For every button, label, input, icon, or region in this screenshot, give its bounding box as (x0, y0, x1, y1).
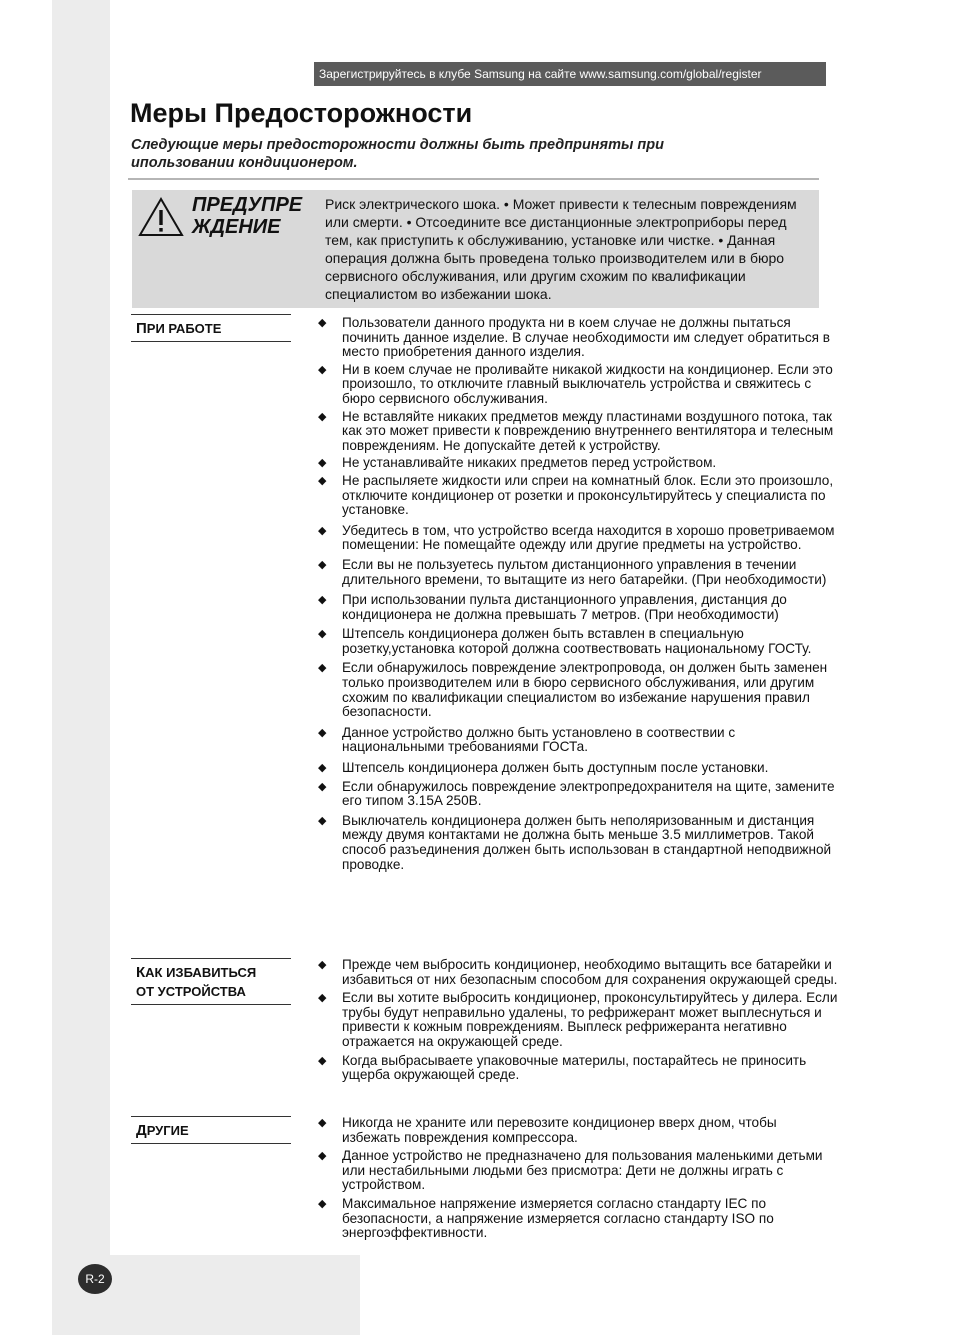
warning-text: Риск электрического шока. • Может привести к телесным повреждениям или смерти. • Отсоедините все дистанционные электроприборы перед тем, как приступить к обслуживанию, установке или чистке. • Данная операция должна быть проведена только производителем или в бюро сервисного обслуживания, или другим схожим по квалификации специалистом во избежании шока. (325, 196, 797, 302)
list-item-text: Выключатель кондиционера должен быть неполяризованным и дистанция между двумя контактами не должна быть меньше 3.5 миллиметров. Такой способ разъединения должен быть использован в стандартной неподвижной проводке. (342, 812, 832, 872)
list-item (318, 627, 838, 656)
diamond-bullet-icon: ◆ (318, 524, 327, 537)
list-item-text: Если вы не пользуетесь пультом дистанционного управления в течении длительного времени, то вытащите из него батарейки. (При необходимости) (342, 556, 827, 587)
diamond-bullet-icon: ◆ (318, 992, 327, 1005)
heading-rest: АК ИЗБАВИТЬСЯ (145, 965, 257, 980)
page-number: R-2 (78, 1264, 112, 1294)
list-item-text: Если вы хотите выбросить кондиционер, проконсультируйтесь у дилера. Если трубы будут неправильно удалены, то рефрижерант может выплеснуться и привести к кожным повреждениям. Выплеск рефрижеранта негативно отражается на окружающей среде. (342, 990, 838, 1049)
list-item (318, 661, 838, 719)
list-item (318, 1149, 838, 1193)
diamond-bullet-icon: ◆ (318, 1150, 327, 1163)
list-item (318, 958, 838, 987)
list-item-text: Данное устройство не предназначено для пользования маленькими детьми или нестабильными людьми без присмотра: Дети не должны играть с устройством. (342, 1148, 823, 1193)
list-item (318, 558, 838, 587)
heading-rest: РИ РАБОТЕ (146, 321, 222, 336)
list-item (318, 474, 838, 518)
warning-label (192, 194, 312, 238)
list-item-text: Ни в коем случае не проливайте никакой жидкости на кондиционер. Если это произошло, то отключите главный выключатель устройства и свяжитесь с бюро сервисного обслуживания. (342, 361, 833, 406)
disposal-list (318, 958, 838, 1083)
diamond-bullet-icon: ◆ (318, 959, 327, 971)
list-item-text: Максимальное напряжение измеряется согласно стандарту IEC по безопасности, а напряжение измеряется согласно стандарту ISO по энергоэффективности. (342, 1195, 774, 1241)
list-item (318, 814, 838, 872)
section-heading-other (131, 1116, 291, 1144)
warning-label-line1: ПРЕДУПРЕ (192, 194, 303, 216)
diamond-bullet-icon: ◆ (318, 594, 327, 607)
list-item-text: Не вставляйте никаких предметов между пластинами воздушного потока, так как это может привести к повреждению внутреннего вентилятора и телесным повреждениям. Не допускайте детей к устройству. (342, 408, 834, 453)
diamond-bullet-icon: ◆ (318, 814, 327, 827)
other-list (318, 1116, 838, 1241)
heading-initial: П (136, 320, 147, 337)
list-item-text: Не распыляете жидкости или спреи на комнатный блок. Если это произошло, отключите кондиционер от розетки и проконсультируйтесь у специалиста по установке. (342, 472, 834, 518)
diamond-bullet-icon: ◆ (318, 726, 327, 739)
diamond-bullet-icon: ◆ (318, 317, 327, 329)
diamond-bullet-icon: ◆ (318, 457, 327, 470)
list-item (318, 410, 838, 454)
list-item-text: Штепсель кондиционера должен быть вставлен в специальную розетку,установка которой должна соотвествовать национальному ГОСТу. (342, 626, 812, 656)
heading-line2: ОТ УСТРОЙСТВА (136, 984, 246, 999)
list-item (318, 780, 838, 809)
diamond-bullet-icon: ◆ (318, 762, 327, 775)
list-item (318, 1054, 838, 1083)
diamond-bullet-icon: ◆ (318, 474, 327, 487)
list-item-text: Данное устройство должно быть установлено в соотвествии с национальными требованиями ГОСТа. (342, 724, 736, 755)
warning-triangle-icon (138, 196, 184, 238)
list-item (318, 761, 838, 776)
list-item-text: Не устанавливайте никаких предметов перед устройством. (342, 455, 717, 471)
list-item (318, 991, 838, 1049)
list-item (318, 593, 838, 622)
list-item-text: Никогда не храните или перевозите кондиционер вверх дном, чтобы избежать повреждения компрессора. (342, 1115, 777, 1145)
section-heading-operation (131, 314, 291, 342)
list-item (318, 316, 838, 360)
heading-initial: Д (136, 1122, 147, 1139)
list-item (318, 1116, 838, 1145)
page-subtitle: Следующие меры предосторожности должны быть предприняты при ипользовании кондиционером. (131, 137, 664, 171)
list-item-text: Прежде чем выбросить кондиционер, необходимо вытащить все батарейки и избавиться от них безопасным способом для сохранения окружающей среды. (342, 957, 838, 987)
list-item-text: Убедитесь в том, что устройство всегда находится в хорошо проветриваемом помещении: Не помещайте одежду или другие предметы на устройство. (342, 522, 835, 553)
diamond-bullet-icon: ◆ (318, 780, 327, 793)
list-item (318, 456, 838, 471)
diamond-bullet-icon: ◆ (318, 1197, 327, 1210)
list-item-text: Если обнаружилось повреждение электропредохранителя на щите, замените его типом 3.15A 250B. (342, 778, 835, 809)
diamond-bullet-icon: ◆ (318, 410, 327, 423)
diamond-bullet-icon: ◆ (318, 1117, 327, 1129)
operation-list (318, 316, 838, 872)
list-item (318, 363, 838, 407)
page-title: Меры Предосторожности (130, 98, 473, 128)
list-item (318, 726, 838, 755)
title-divider (128, 178, 819, 180)
list-item-text: Если обнаружилось повреждение электропровода, он должен быть заменен только производителем или в бюро сервисного обслуживания, или другим схожим по квалификации специалистом во избежание нарушения правил безопасности. (342, 660, 828, 720)
diamond-bullet-icon: ◆ (318, 628, 327, 641)
diamond-bullet-icon: ◆ (318, 363, 327, 376)
heading-rest: РУГИЕ (146, 1123, 189, 1138)
diamond-bullet-icon: ◆ (318, 662, 327, 675)
list-item-text: Когда выбрасываете упаковочные материлы, постарайтесь не приносить ущерба окружающей среде. (342, 1052, 807, 1083)
list-item-text: Пользователи данного продукта ни в коем случае не должны пытаться починить данное изделие. В случае необходимости им следует обратиться в место приобретения данного изделия. (342, 315, 830, 360)
warning-label-line2: ЖДЕНИЕ (192, 216, 281, 238)
register-banner: Зарегистрируйтесь в клубе Samsung на сайте www.samsung.com/global/register (314, 62, 826, 86)
section-heading-disposal (131, 958, 291, 1005)
list-item-text: При использовании пульта дистанционного управления, дистанция до кондиционера не должна превышать 7 метров. (При необходимости) (342, 592, 787, 622)
diamond-bullet-icon: ◆ (318, 1054, 327, 1067)
list-item-text: Штепсель кондиционера должен быть доступным после установки. (342, 760, 769, 776)
heading-initial: К (136, 964, 146, 981)
list-item (318, 1197, 838, 1241)
diamond-bullet-icon: ◆ (318, 558, 327, 571)
list-item (318, 524, 838, 553)
